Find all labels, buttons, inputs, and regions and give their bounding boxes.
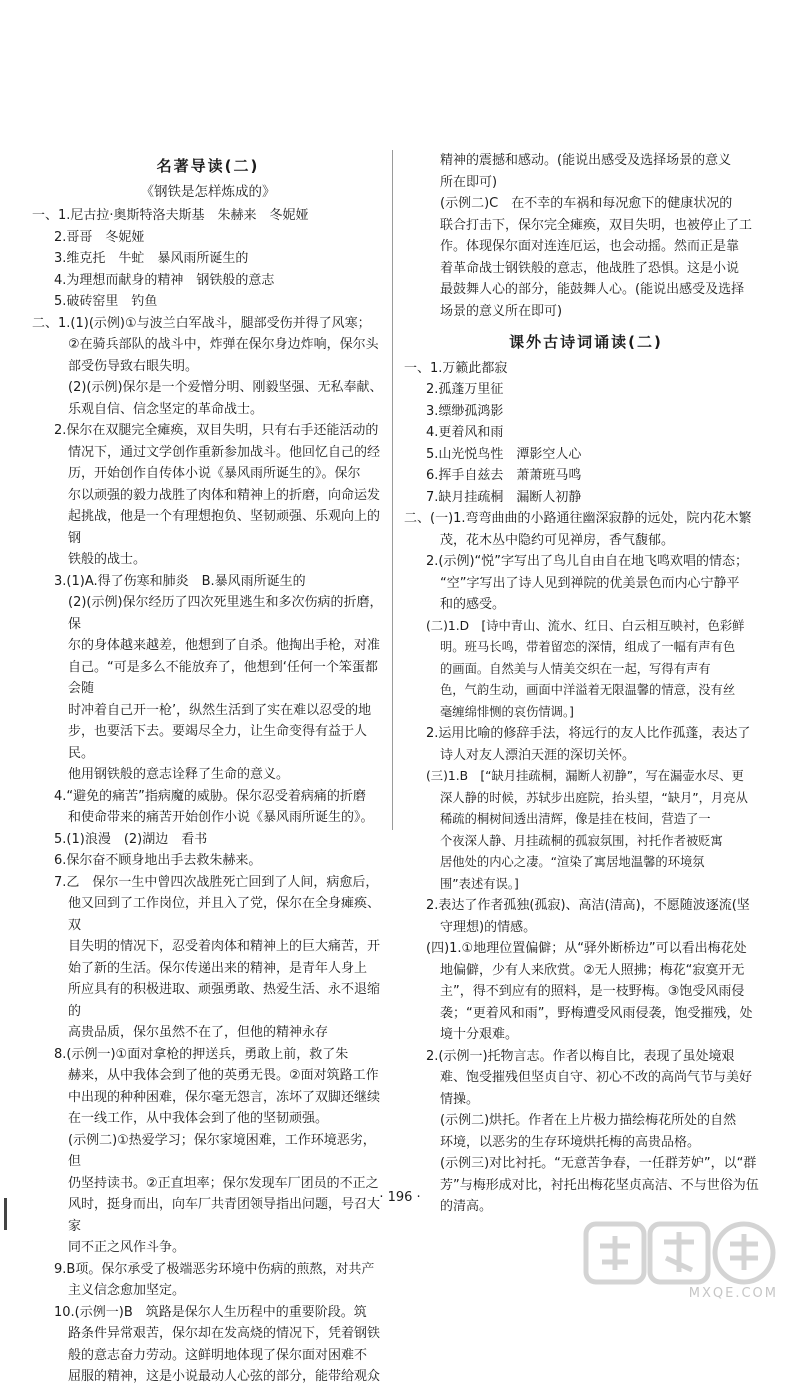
answer-line: 2.孤蓬万里征 <box>426 382 504 397</box>
answer-line: 和使命带来的痛苦开始创作小说《暴风雨所诞生的》。 <box>68 810 374 825</box>
section-title-poems: 课外古诗词诵读(二) <box>509 333 663 351</box>
page-number: · 196 · <box>379 1190 421 1205</box>
answer-line: 2.(示例)“悦”字写出了鸟儿自由自在地飞鸣欢唱的情态； <box>426 554 749 569</box>
answer-line: 3.缥缈孤鸿影 <box>426 403 504 419</box>
answer-line: 一、1.尼古拉·奥斯特洛夫斯基 朱赫来 冬妮娅 <box>32 208 309 223</box>
answer-line: 路条件异常艰苦，保尔却在发高烧的情况下，凭着钢铁 <box>68 1326 381 1341</box>
answer-line: 难、饱受摧残但坚贞自守、初心不改的高尚气节与美好 <box>440 1070 753 1085</box>
answer-line: 作。体现保尔面对连连厄运，也会动摇。然而正是靠 <box>440 239 740 254</box>
answer-line: (示例二)烘托。作者在上片极力描绘梅花所处的自然 <box>440 1113 737 1128</box>
answer-line: 在一线工作，从中我体会到了他的坚韧顽强。 <box>68 1111 329 1126</box>
answer-line: 7.缺月挂疏桐 漏断人初静 <box>426 489 582 505</box>
answer-line: 步，也要活下去。要竭尽全力，让生命变得有益于人民。 <box>68 724 368 761</box>
section-title-classics: 名著导读(二) <box>156 157 260 175</box>
answer-line: 自己。“可是多么不能放弃了，他想到‘任何一个笨蛋都会随 <box>68 659 378 696</box>
answer-line: (2)(示例)保尔是一个爱憎分明、刚毅坚强、无私奉献、 <box>68 380 383 395</box>
right-continued-answers <box>404 150 768 322</box>
answer-line: 着革命战士钢铁般的意志，他战胜了恐惧。这是小说 <box>440 260 740 276</box>
answer-line: 主义信念愈加坚定。 <box>68 1283 186 1298</box>
answer-line: 始了新的生活。保尔传递出来的精神，是青年人身上 <box>68 960 368 976</box>
answer-line: 境十分艰难。 <box>440 1027 519 1042</box>
answer-line: 3.(1)A.得了伤寒和肺炎 B.暴风雨所诞生的 <box>54 573 306 589</box>
answer-line: “空”字写出了诗人见到禅院的优美景色而内心宁静平 <box>440 575 740 591</box>
answer-line: 他又回到了工作岗位，并且入了党，保尔在全身瘫痪、双 <box>68 896 381 933</box>
left-answer-list <box>32 205 384 1388</box>
answer-line: 屈服的精神，这是小说最动人心弦的部分，能带给观众 <box>68 1369 381 1384</box>
answer-line: 5.(1)浪漫 (2)湖边 看书 <box>54 831 208 847</box>
answer-line: 毫缠绵悱恻的哀伤情调。] <box>440 704 574 719</box>
answer-line: (示例二)①热爱学习；保尔家境困难，工作环境恶劣，但 <box>68 1132 376 1169</box>
answer-line: 同不正之风作斗争。 <box>68 1240 186 1255</box>
answer-line: 最鼓舞人心的部分，能鼓舞人心。(能说出感受及选择 <box>440 282 745 297</box>
answer-line: 6.保尔奋不顾身地出手去救朱赫来。 <box>54 853 262 868</box>
answer-line: 8.(示例一)①面对拿枪的押送兵，勇敢上前，救了朱 <box>54 1046 349 1062</box>
answer-line: 围”表述有误。] <box>440 876 519 891</box>
answer-line: 起挑战，他是一个有理想抱负、坚韧顽强、乐观向上的钢 <box>68 509 381 546</box>
answer-line: 深人静的时候，苏轼步出庭院，抬头望，“缺月”，月亮从 <box>440 790 748 805</box>
answer-line: 部受伤导致右眼失明。 <box>68 358 199 374</box>
scan-edge-mark <box>4 1198 7 1230</box>
answer-line: 诗人对友人漂泊天涯的深切关怀。 <box>440 747 636 763</box>
answer-line: (四)1.①地理位置偏僻；从“驿外断桥边”可以看出梅花处 <box>426 941 747 956</box>
answer-line: 二、(一)1.弯弯曲曲的小路通往幽深寂静的远处，院内花木繁 <box>404 511 752 526</box>
answer-line: 的清高。 <box>440 1199 493 1214</box>
watermark-site: MXQE.COM <box>688 1286 778 1301</box>
answer-line: 明。班马长鸣，带着留恋的深情，组成了一幅有声有色 <box>440 640 736 654</box>
answer-line: 5.山光悦鸟性 潭影空人心 <box>426 446 582 462</box>
answer-line: 守理想)的情感。 <box>440 919 537 935</box>
answer-line: 主”，得不到应有的照料，是一枝野梅。③饱受风雨侵 <box>440 984 745 999</box>
book-title: 《钢铁是怎样炼成的》 <box>140 183 276 200</box>
answer-line: (2)(示例)保尔经历了四次死里逃生和多次伤病的折磨，保 <box>68 595 383 632</box>
answer-line: 5.破砖窑里 钓鱼 <box>54 294 158 309</box>
answer-line: 赫来，从中我体会到了他的英勇无畏。②面对筑路工作 <box>68 1068 379 1083</box>
answer-line: 联合打击下，保尔完全瘫痪，双目失明，也被停止了工 <box>440 217 753 233</box>
answer-line: 乐观自信、信念坚定的革命战士。 <box>68 401 264 417</box>
right-column <box>404 150 768 1218</box>
answer-line: 他用钢铁般的意志诠释了生命的意义。 <box>68 767 290 782</box>
answer-line: 时冲着自己开一枪’，纵然生活到了实在难以忍受的地 <box>68 702 372 718</box>
answer-line: (示例三)对比衬托。“无意苦争春，一任群芳妒”，以“群 <box>440 1156 757 1171</box>
answer-line: 6.挥手自兹去 萧萧班马鸣 <box>426 468 582 483</box>
right-answer-list <box>404 358 768 1218</box>
answer-line: 精神的震撼和感动。(能说出感受及选择场景的意义 <box>440 153 732 168</box>
answer-line: 2.运用比喻的修辞手法，将远行的友人比作孤蓬，表达了 <box>426 726 751 741</box>
answer-line: 居他处的内心之凄。“渲染了寓居地温馨的环境氛 <box>440 855 705 869</box>
answer-line: 4.为理想而献身的精神 钢铁般的意志 <box>54 272 275 288</box>
answer-line: 和的感受。 <box>440 597 506 612</box>
answer-line: 目失明的情况下，忍受着肉体和精神上的巨大痛苦，开 <box>68 939 381 954</box>
answer-line: 仍坚持读书。②正直坦率；保尔发现车厂团员的不正之 <box>68 1175 379 1191</box>
answer-line: 高贵品质，保尔虽然不在了，但他的精神永存 <box>68 1025 329 1040</box>
answer-line: 个夜深人静、月挂疏桐的孤寂氛围，衬托作者被贬寓 <box>440 833 723 848</box>
answer-line: 9.B项。保尔承受了极端恶劣环境中伤病的煎熬，对共产 <box>54 1261 375 1277</box>
answer-line: 2.(示例一)托物言志。作者以梅自比，表现了虽处境艰 <box>426 1048 735 1064</box>
answer-line: 芳”与梅形成对比，衬托出梅花坚贞高洁、不与世俗为伍 <box>440 1177 759 1193</box>
answer-line: 2.表达了作者孤独(孤寂)、高洁(清高)，不愿随波逐流(坚 <box>426 898 750 913</box>
answer-line: 稀疏的桐树间透出清辉，像是挂在枝间，营造了一 <box>440 812 711 826</box>
answer-line: 所应具有的积极进取、顽强勇敢、热爱生活、永不退缩的 <box>68 982 381 1019</box>
answer-line: 色，气韵生动，画面中洋溢着无限温馨的情意，没有丝 <box>440 683 736 697</box>
answer-line: 情操。 <box>440 1091 480 1107</box>
answer-line: 4.“避免的痛苦”指病魔的威胁。保尔忍受着病痛的折磨 <box>54 788 366 804</box>
answer-line: 中出现的种种困难，保尔毫无怨言，冻坏了双脚还继续 <box>68 1089 381 1105</box>
answer-line: (示例二)C 在不幸的车祸和每况愈下的健康状况的 <box>440 196 733 211</box>
answer-line: ②在骑兵部队的战斗中，炸弹在保尔身边炸响，保尔头 <box>68 337 379 352</box>
answer-line: 尔以顽强的毅力战胜了肉体和精神上的折磨，向命运发 <box>68 487 381 503</box>
answer-line: 般的意志奋力劳动。这鲜明地体现了保尔面对困难不 <box>68 1347 368 1363</box>
answer-line: 一、1.万籁此都寂 <box>404 360 508 376</box>
answer-line: 历，开始创作自传体小说《暴风雨所诞生的》。保尔 <box>68 466 361 481</box>
column-divider <box>392 150 393 830</box>
answer-line: 风时，挺身而出，向车厂共青团领导指出问题，号召大家 <box>68 1197 381 1234</box>
answer-line: 尔的身体越来越差，他想到了自杀。他掏出手枪，对准 <box>68 638 381 653</box>
answer-line: 2.保尔在双腿完全瘫痪，双目失明，只有右手还能活动的 <box>54 423 379 438</box>
answer-line: 袭；“更着风和雨”，野梅遭受风雨侵袭，饱受摧残，处 <box>440 1005 753 1021</box>
answer-line: 环境，以恶劣的生存环境烘托梅的高贵品格。 <box>440 1134 701 1150</box>
answer-line: 铁般的战士。 <box>68 552 147 567</box>
answer-line: 茂，花木丛中隐约可见禅房，香气馥郁。 <box>440 532 675 548</box>
answer-line: 场景的意义所在即可) <box>440 303 563 319</box>
answer-line: 2.哥哥 冬妮娅 <box>54 229 145 245</box>
answer-line: 3.维克托 牛虻 暴风雨所诞生的 <box>54 251 249 266</box>
answer-line: 4.更着风和雨 <box>426 425 504 440</box>
answer-line: 的画面。自然美与人情美交织在一起，写得有声有 <box>440 661 711 676</box>
answer-line: 二、1.(1)(示例)①与波兰白军战斗，腿部受伤并得了风寒； <box>32 315 371 331</box>
answer-line: (三)1.B [“缺月挂疏桐，漏断人初静”，写在漏壶水尽、更 <box>426 769 744 783</box>
answer-line: 情况下，通过文学创作重新参加战斗。他回忆自己的经 <box>68 444 381 460</box>
answer-line: 7.乙 保尔一生中曾四次战胜死亡回到了人间，病愈后， <box>54 874 379 890</box>
answer-line: 10.(示例一)B 筑路是保尔人生历程中的重要阶段。筑 <box>54 1304 367 1320</box>
answer-line: 地偏僻，少有人来欣赏。②无人照拂；梅花“寂寞开无 <box>440 962 745 978</box>
answer-line: 所在即可) <box>440 174 498 190</box>
answer-line: (二)1.D [诗中青山、流水、红日、白云相互映衬，色彩鲜 <box>426 618 745 633</box>
